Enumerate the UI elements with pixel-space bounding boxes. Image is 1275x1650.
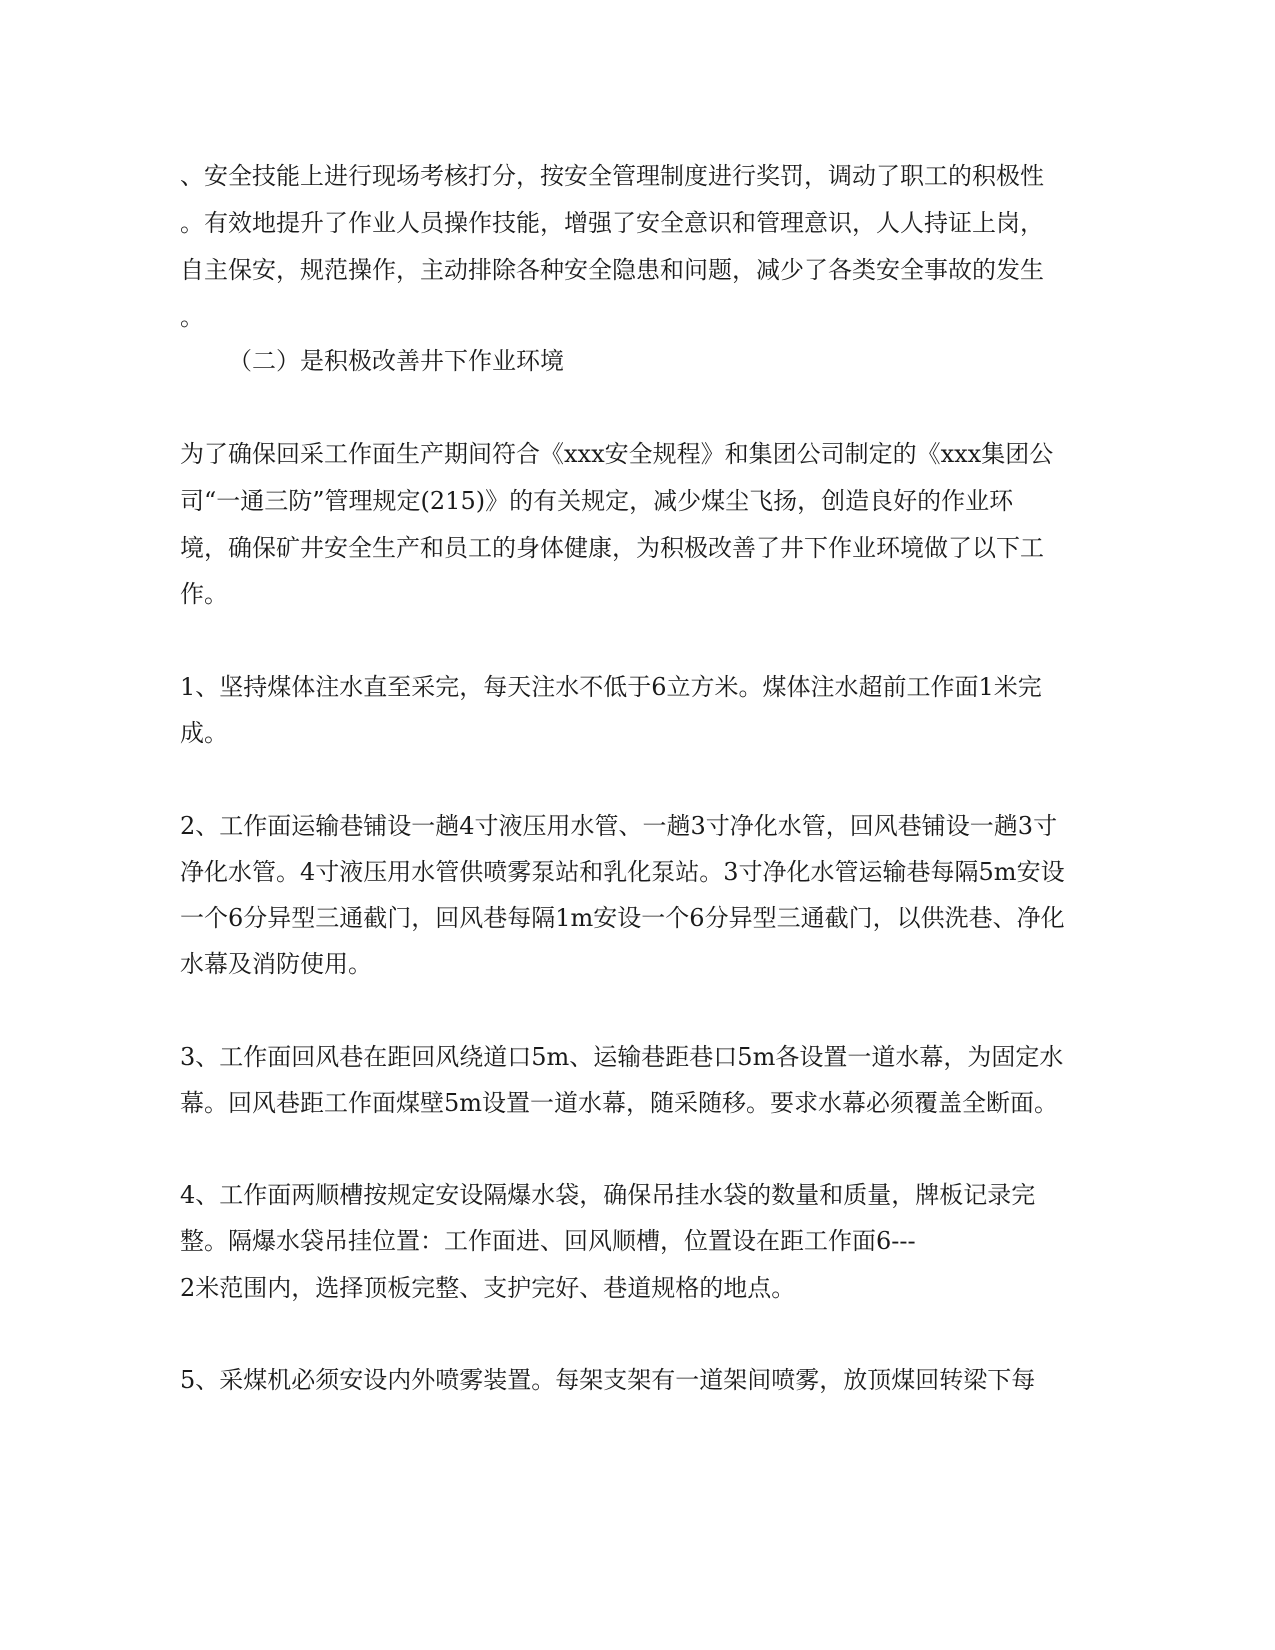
section-heading: （二）是积极改善井下作业环境 bbox=[228, 347, 564, 375]
text-line: 。 bbox=[180, 303, 204, 331]
text-line: 一个6分异型三通截门，回风巷每隔1m安设一个6分异型三通截门，以供洗巷、净化 bbox=[180, 904, 1065, 932]
text-line: 2、工作面运输巷铺设一趟4寸液压用水管、一趟3寸净化水管，回风巷铺设一趟3寸 bbox=[180, 812, 1058, 840]
text-line: 。有效地提升了作业人员操作技能，增强了安全意识和管理意识，人人持证上岗， bbox=[180, 209, 1044, 237]
text-line: 作。 bbox=[180, 580, 228, 608]
text-line: 境，确保矿井安全生产和员工的身体健康，为积极改善了井下作业环境做了以下工 bbox=[180, 534, 1044, 562]
text-line: 5、采煤机必须安设内外喷雾装置。每架支架有一道架间喷雾，放顶煤回转梁下每 bbox=[180, 1366, 1036, 1394]
text-line: 3、工作面回风巷在距回风绕道口5m、运输巷距巷口5m各设置一道水幕，为固定水 bbox=[180, 1043, 1064, 1071]
text-line: 成。 bbox=[180, 719, 228, 747]
text-line: 幕。回风巷距工作面煤壁5m设置一道水幕，随采随移。要求水幕必须覆盖全断面。 bbox=[180, 1089, 1059, 1117]
text-line: 净化水管。4寸液压用水管供喷雾泵站和乳化泵站。3寸净化水管运输巷每隔5m安设 bbox=[180, 858, 1065, 886]
text-line: 4、工作面两顺槽按规定安设隔爆水袋，确保吊挂水袋的数量和质量，牌板记录完 bbox=[180, 1181, 1036, 1209]
text-line: 自主保安，规范操作，主动排除各种安全隐患和问题，减少了各类安全事故的发生 bbox=[180, 256, 1044, 284]
text-line: 司“一通三防”管理规定(215)》的有关规定，减少煤尘飞扬，创造良好的作业环 bbox=[180, 487, 1014, 515]
text-line: 、安全技能上进行现场考核打分，按安全管理制度进行奖罚，调动了职工的积极性 bbox=[180, 162, 1044, 190]
text-line: 整。隔爆水袋吊挂位置：工作面进、回风顺槽，位置设在距工作面6--- bbox=[180, 1227, 916, 1255]
text-line: 为了确保回采工作面生产期间符合《xxx安全规程》和集团公司制定的《xxx集团公 bbox=[180, 440, 1054, 468]
text-line: 2米范围内，选择顶板完整、支护完好、巷道规格的地点。 bbox=[180, 1274, 796, 1302]
text-line: 1、坚持煤体注水直至采完，每天注水不低于6立方米。煤体注水超前工作面1米完 bbox=[180, 673, 1042, 701]
text-line: 水幕及消防使用。 bbox=[180, 950, 372, 978]
